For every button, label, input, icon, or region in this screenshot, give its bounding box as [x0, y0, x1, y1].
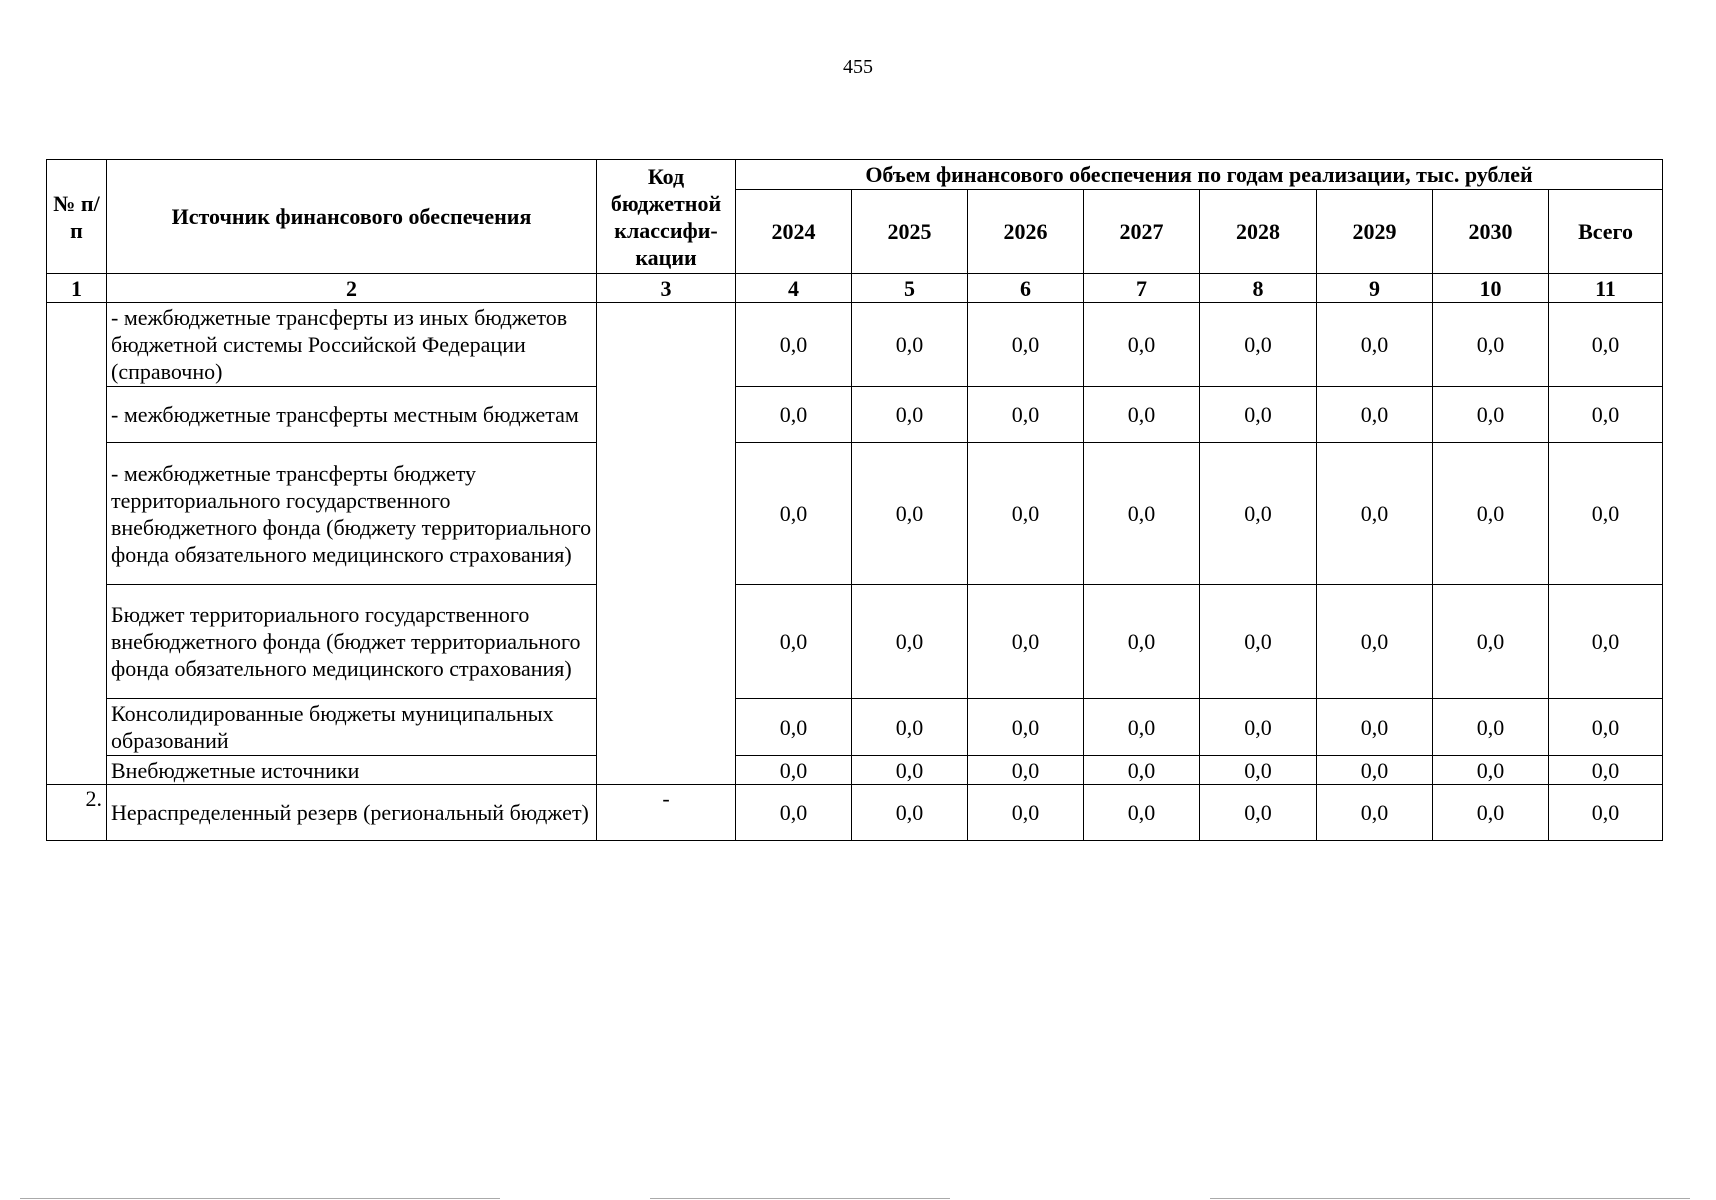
- budget-code-cell: [597, 303, 736, 785]
- value-cell: 0,0: [968, 387, 1084, 443]
- column-index: 3: [597, 274, 736, 303]
- total-cell: 0,0: [1549, 303, 1663, 387]
- scan-artifact-line: [20, 1198, 500, 1199]
- source-cell: Внебюджетные источники: [107, 756, 597, 785]
- value-cell: 0,0: [1433, 387, 1549, 443]
- value-cell: 0,0: [852, 585, 968, 699]
- row-number: [47, 303, 107, 785]
- row-number: 2.: [47, 785, 107, 841]
- value-cell: 0,0: [1317, 785, 1433, 841]
- value-cell: 0,0: [852, 756, 968, 785]
- table-row: [47, 756, 1663, 785]
- value-cell: 0,0: [968, 756, 1084, 785]
- value-cell: 0,0: [852, 303, 968, 387]
- value-cell: 0,0: [1084, 387, 1200, 443]
- header-year: 2030: [1433, 190, 1549, 274]
- column-index: 8: [1200, 274, 1317, 303]
- budget-code-cell: -: [597, 785, 736, 841]
- value-cell: 0,0: [1200, 387, 1317, 443]
- value-cell: 0,0: [1433, 785, 1549, 841]
- table-row: [47, 303, 1663, 387]
- table-row: [47, 585, 1663, 699]
- total-cell: 0,0: [1549, 585, 1663, 699]
- value-cell: 0,0: [852, 699, 968, 756]
- value-cell: 0,0: [1200, 756, 1317, 785]
- scan-artifact-line: [1210, 1198, 1690, 1199]
- column-index: 11: [1549, 274, 1663, 303]
- page-number: 455: [843, 56, 873, 78]
- header-code: Код бюджетной классифи-кации: [597, 160, 736, 274]
- column-index: 5: [852, 274, 968, 303]
- table-row: [47, 387, 1663, 443]
- value-cell: 0,0: [736, 699, 852, 756]
- header-year: 2029: [1317, 190, 1433, 274]
- value-cell: 0,0: [1200, 443, 1317, 585]
- source-cell: Консолидированные бюджеты муниципальных образований: [107, 699, 597, 756]
- header-volume: Объем финансового обеспечения по годам реализации, тыс. рублей: [736, 160, 1663, 190]
- value-cell: 0,0: [1084, 303, 1200, 387]
- header-year: 2028: [1200, 190, 1317, 274]
- table-row: [47, 443, 1663, 585]
- total-cell: 0,0: [1549, 756, 1663, 785]
- total-cell: 0,0: [1549, 699, 1663, 756]
- value-cell: 0,0: [736, 387, 852, 443]
- value-cell: 0,0: [852, 443, 968, 585]
- value-cell: 0,0: [736, 756, 852, 785]
- value-cell: 0,0: [1433, 699, 1549, 756]
- value-cell: 0,0: [1084, 585, 1200, 699]
- column-index-row: [47, 274, 1663, 303]
- column-index: 4: [736, 274, 852, 303]
- value-cell: 0,0: [1433, 303, 1549, 387]
- column-index: 10: [1433, 274, 1549, 303]
- column-index: 1: [47, 274, 107, 303]
- value-cell: 0,0: [1200, 699, 1317, 756]
- source-cell: - межбюджетные трансферты из иных бюджетов бюджетной системы Российской Федерации (справочно): [107, 303, 597, 387]
- source-cell: - межбюджетные трансферты бюджету территориального государственного внебюджетного фонда (бюджету территориального фонда обязательного медицинского страхования): [107, 443, 597, 585]
- header-num: № п/п: [47, 160, 107, 274]
- header-year: 2025: [852, 190, 968, 274]
- value-cell: 0,0: [1317, 699, 1433, 756]
- value-cell: 0,0: [1084, 785, 1200, 841]
- value-cell: 0,0: [852, 785, 968, 841]
- value-cell: 0,0: [736, 303, 852, 387]
- header-year: 2024: [736, 190, 852, 274]
- value-cell: 0,0: [968, 443, 1084, 585]
- value-cell: 0,0: [968, 785, 1084, 841]
- source-cell: Нераспределенный резерв (региональный бюджет): [107, 785, 597, 841]
- total-cell: 0,0: [1549, 443, 1663, 585]
- value-cell: 0,0: [968, 585, 1084, 699]
- column-index: 6: [968, 274, 1084, 303]
- value-cell: 0,0: [1317, 443, 1433, 585]
- value-cell: 0,0: [736, 785, 852, 841]
- value-cell: 0,0: [968, 699, 1084, 756]
- table-row: [47, 699, 1663, 756]
- value-cell: 0,0: [1084, 756, 1200, 785]
- header-total: Всего: [1549, 190, 1663, 274]
- header-year: 2026: [968, 190, 1084, 274]
- total-cell: 0,0: [1549, 387, 1663, 443]
- value-cell: 0,0: [852, 387, 968, 443]
- table-row: [47, 785, 1663, 841]
- header-source: Источник финансового обеспечения: [107, 160, 597, 274]
- value-cell: 0,0: [1317, 585, 1433, 699]
- value-cell: 0,0: [1317, 387, 1433, 443]
- value-cell: 0,0: [1433, 585, 1549, 699]
- column-index: 9: [1317, 274, 1433, 303]
- financing-table: [46, 159, 1663, 841]
- value-cell: 0,0: [736, 585, 852, 699]
- value-cell: 0,0: [1317, 303, 1433, 387]
- column-index: 2: [107, 274, 597, 303]
- value-cell: 0,0: [1200, 303, 1317, 387]
- total-cell: 0,0: [1549, 785, 1663, 841]
- value-cell: 0,0: [1200, 785, 1317, 841]
- value-cell: 0,0: [1084, 699, 1200, 756]
- column-index: 7: [1084, 274, 1200, 303]
- source-cell: Бюджет территориального государственного внебюджетного фонда (бюджет территориального фонда обязательного медицинского страхования): [107, 585, 597, 699]
- value-cell: 0,0: [736, 443, 852, 585]
- value-cell: 0,0: [1317, 756, 1433, 785]
- value-cell: 0,0: [968, 303, 1084, 387]
- value-cell: 0,0: [1433, 443, 1549, 585]
- value-cell: 0,0: [1433, 756, 1549, 785]
- source-cell: - межбюджетные трансферты местным бюджетам: [107, 387, 597, 443]
- value-cell: 0,0: [1200, 585, 1317, 699]
- scan-artifact-line: [650, 1198, 950, 1199]
- value-cell: 0,0: [1084, 443, 1200, 585]
- header-year: 2027: [1084, 190, 1200, 274]
